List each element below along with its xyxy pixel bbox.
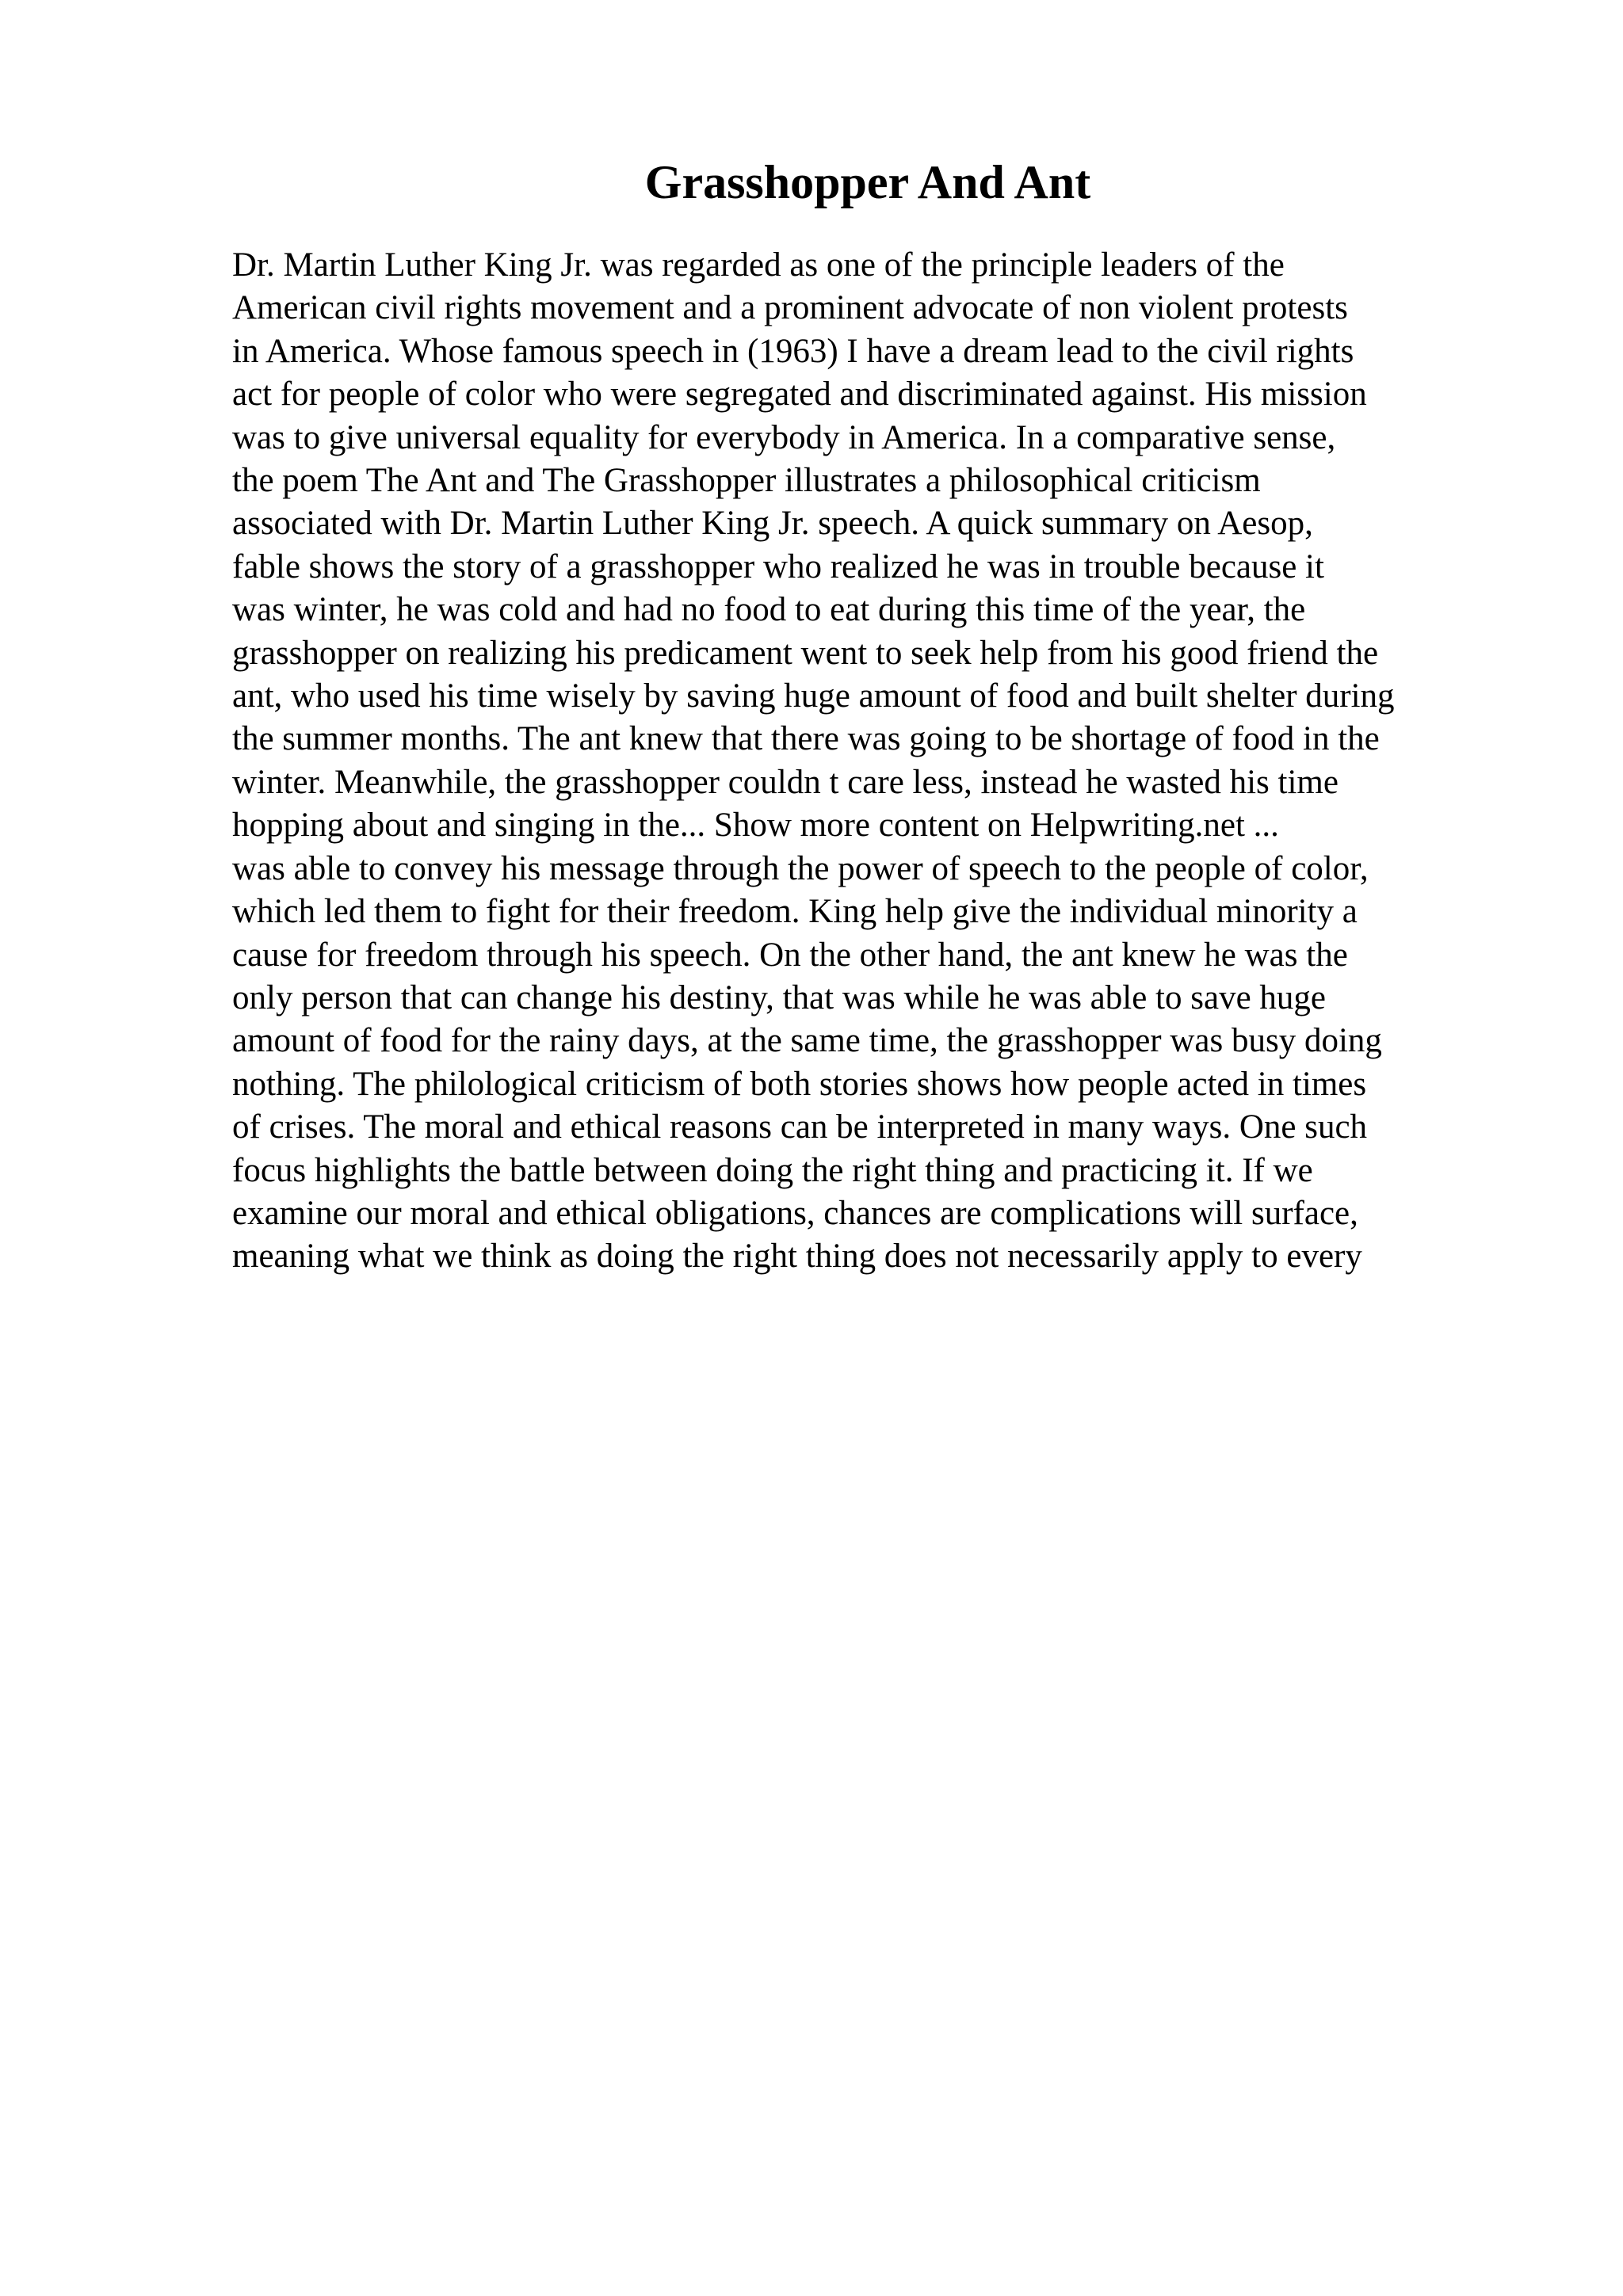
body-line: act for people of color who were segregated and discriminated against. His mission [232, 376, 1367, 414]
body-line: amount of food for the rainy days, at the same time, the grasshopper was busy doing [232, 1022, 1382, 1060]
body-line: fable shows the story of a grasshopper who realized he was in trouble because it [232, 547, 1324, 585]
body-line: was winter, he was cold and had no food to eat during this time of the year, the [232, 591, 1306, 629]
body-line: hopping about and singing in the... Show more content on Helpwriting.net ... [232, 807, 1279, 845]
body-line: Dr. Martin Luther King Jr. was regarded as one of the principle leaders of the [232, 246, 1285, 284]
body-line: was to give universal equality for everybody in America. In a comparative sense, [232, 418, 1336, 456]
body-line: nothing. The philological criticism of both stories shows how people acted in times [232, 1065, 1367, 1103]
document-title: Grasshopper And Ant [644, 156, 1091, 208]
body-line: the summer months. The ant knew that there was going to be shortage of food in the [232, 720, 1380, 758]
body-line: which led them to fight for their freedom. King help give the individual minority a [232, 893, 1358, 931]
body-line: associated with Dr. Martin Luther King Jr. speech. A quick summary on Aesop, [232, 505, 1313, 543]
body-line: in America. Whose famous speech in (1963) I have a dream lead to the civil rights [232, 332, 1354, 370]
body-line: of crises. The moral and ethical reasons can be interpreted in many ways. One such [232, 1108, 1368, 1146]
body-line: examine our moral and ethical obligations, chances are complications will surface, [232, 1194, 1358, 1232]
body-paragraph [232, 244, 1395, 1279]
body-line: the poem The Ant and The Grasshopper illustrates a philosophical criticism [232, 462, 1261, 500]
body-line: meaning what we think as doing the right thing does not necessarily apply to every [232, 1238, 1362, 1276]
body-line: grasshopper on realizing his predicament went to seek help from his good friend the [232, 634, 1379, 672]
body-line: ant, who used his time wisely by saving huge amount of food and built shelter during [232, 677, 1395, 715]
body-line: was able to convey his message through the power of speech to the people of color, [232, 849, 1369, 887]
body-line: cause for freedom through his speech. On the other hand, the ant knew he was the [232, 936, 1348, 974]
body-line: American civil rights movement and a prominent advocate of non violent protests [232, 289, 1348, 327]
body-line: winter. Meanwhile, the grasshopper couldn t care less, instead he wasted his time [232, 763, 1338, 801]
body-line: focus highlights the battle between doing the right thing and practicing it. If we [232, 1151, 1313, 1189]
body-line: only person that can change his destiny, that was while he was able to save huge [232, 978, 1326, 1016]
